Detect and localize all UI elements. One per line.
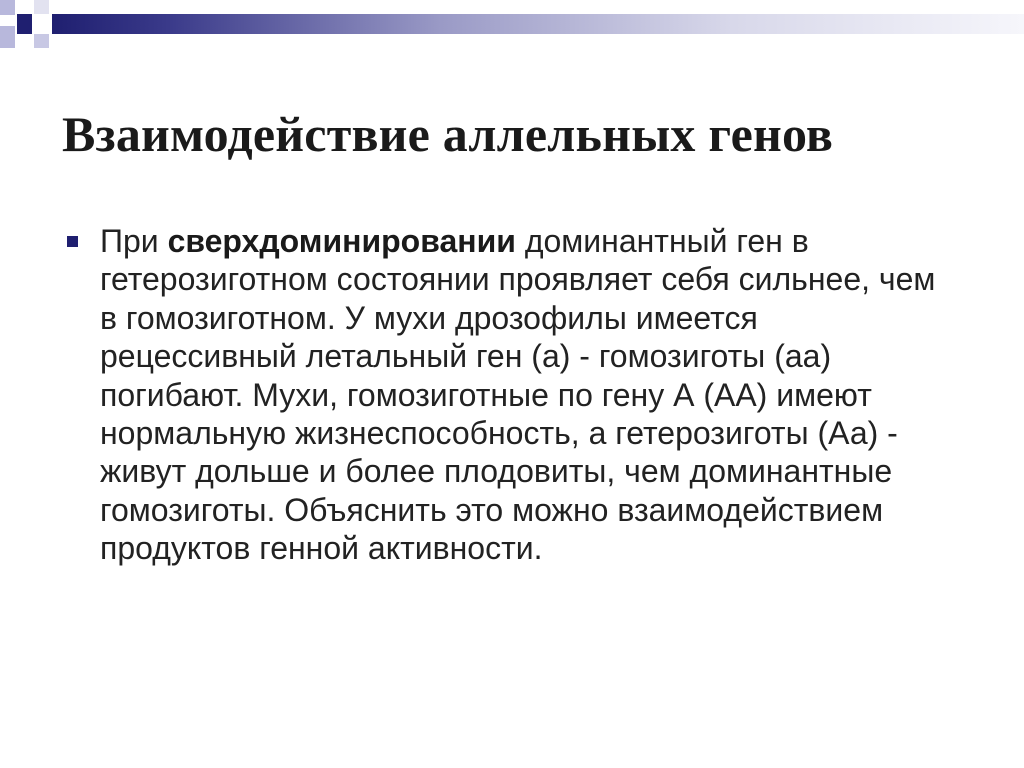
decorative-square	[0, 0, 15, 15]
bullet-list	[62, 222, 942, 568]
decorative-square	[34, 34, 49, 48]
bullet-item	[62, 222, 942, 568]
slide-title: Взаимодействие аллельных генов	[62, 106, 834, 162]
bullet-bold-term: сверхдоминировании	[167, 223, 516, 259]
square-bullet-icon	[67, 236, 78, 247]
decorative-square	[17, 14, 32, 34]
header-gradient-band	[52, 14, 1024, 34]
bullet-prefix: При	[100, 223, 168, 259]
decorative-square	[34, 0, 49, 14]
bullet-text: доминантный ген в гетерозиготном состоянии проявляет себя сильнее, чем в гомозиготном. У мухи дрозофилы имеется рецессивный летальный ген (а) - гомозиготы (аа) погибают. Мухи, гомозиготные по гену А (АА) имеют нормальную жизнеспособность, а гетерозиготы (Аа) - живут дольше и более плодовиты, чем доминантные гомозиготы. Объяснить это можно взаимодействием продуктов генной активности.	[100, 223, 936, 567]
decorative-square	[0, 26, 15, 48]
